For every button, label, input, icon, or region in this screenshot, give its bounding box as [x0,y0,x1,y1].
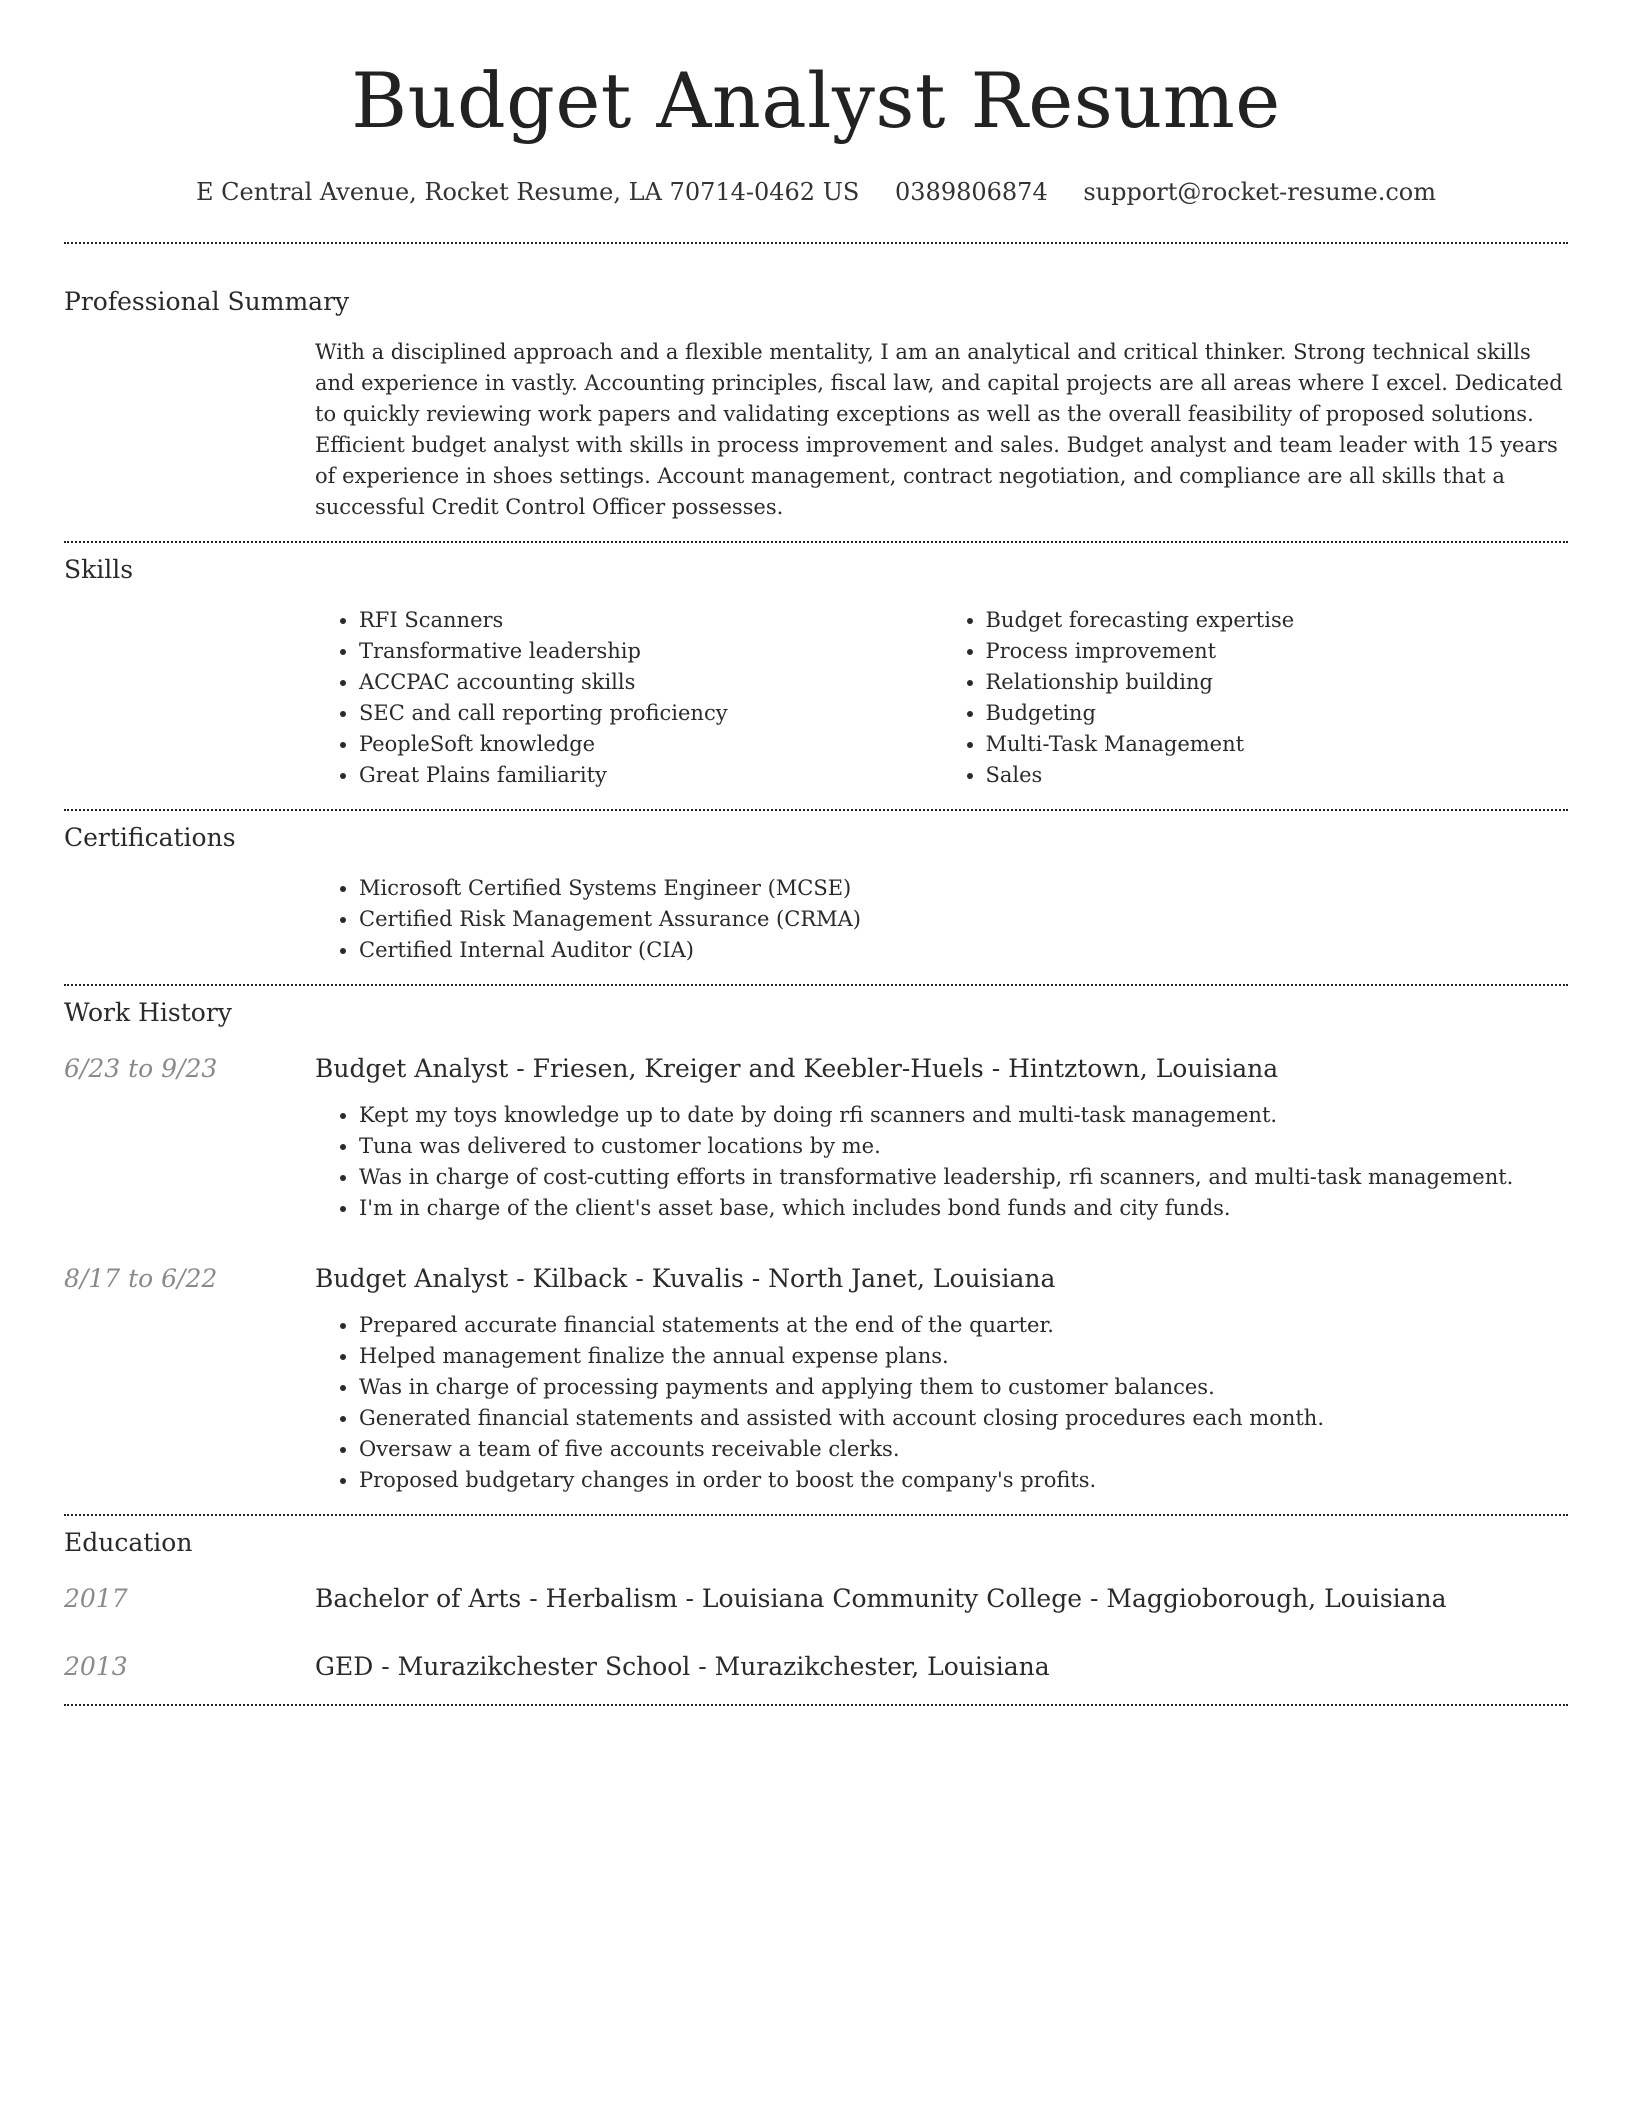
job-bullet: • Generated financial statements and assisted with account closing procedures each month. [359,1403,1568,1434]
skills-column-left [315,605,942,791]
skill-item: • Relationship building [986,667,1569,698]
divider [64,984,1568,986]
divider [64,1514,1568,1516]
job-entry [64,1052,1568,1224]
resume-page [64,0,1568,1706]
certification-item: • Certified Internal Auditor (CIA) [359,935,1568,966]
divider [64,809,1568,811]
summary-section [64,285,1568,523]
job-bullet: • I'm in charge of the client's asset base, which includes bond funds and city funds. [359,1193,1568,1224]
job-bullet: • Kept my toys knowledge up to date by doing rfi scanners and multi-task management. [359,1100,1568,1131]
work-history-heading: Work History [64,998,232,1027]
job-bullet: • Tuna was delivered to customer locations by me. [359,1131,1568,1162]
education-year: 2013 [64,1652,128,1681]
work-history-section [64,996,1568,1496]
divider [64,541,1568,543]
certification-item: • Microsoft Certified Systems Engineer (MCSE) [359,873,1568,904]
skills-column-right [942,605,1569,791]
job-heading: Budget Analyst - Friesen, Kreiger and Keebler-Huels - Hintztown, Louisiana [315,1054,1279,1083]
education-heading-line: Bachelor of Arts - Herbalism - Louisiana Community College - Maggioborough, Louisiana [315,1584,1447,1613]
job-dates: 8/17 to 6/22 [64,1264,218,1293]
education-heading: Education [64,1528,193,1557]
skill-item: • Great Plains familiarity [359,760,942,791]
contact-address: E Central Avenue, Rocket Resume, LA 70714-0462 US [196,178,860,206]
skill-item: • Budgeting [986,698,1569,729]
job-bullet: • Oversaw a team of five accounts receivable clerks. [359,1434,1568,1465]
job-entry [64,1262,1568,1496]
job-dates: 6/23 to 9/23 [64,1054,218,1083]
skill-item: • RFI Scanners [359,605,942,636]
skill-item: • SEC and call reporting proficiency [359,698,942,729]
certifications-list [315,873,1568,966]
education-entry [64,1582,1568,1616]
summary-text: With a disciplined approach and a flexible mentality, I am an analytical and critical thinker. Strong technical skills and experience in vastly. Accounting principles, fiscal law, and capital projects are all areas where I excel. Dedicated to quickly reviewing work papers and validating exceptions as well as the overall feasibility of proposed solutions. Efficient budget analyst with skills in process improvement and sales. Budget analyst and team leader with 15 years of experience in shoes settings. Account management, contract negotiation, and compliance are all skills that a successful Credit Control Officer possesses. [315,340,1563,519]
certification-item: • Certified Risk Management Assurance (CRMA) [359,904,1568,935]
contact-email: support@rocket-resume.com [1083,178,1436,206]
skill-item: • Transformative leadership [359,636,942,667]
job-bullet: • Was in charge of cost-cutting efforts in transformative leadership, rfi scanners, and multi-task management. [359,1162,1568,1193]
divider [64,242,1568,244]
skill-item: • Budget forecasting expertise [986,605,1569,636]
skills-section [64,553,1568,791]
skill-item: • Sales [986,760,1569,791]
skill-item: • PeopleSoft knowledge [359,729,942,760]
job-bullet: • Prepared accurate financial statements at the end of the quarter. [359,1310,1568,1341]
job-bullet: • Helped management finalize the annual expense plans. [359,1341,1568,1372]
education-year: 2017 [64,1584,128,1613]
certifications-heading: Certifications [64,823,236,852]
job-bullet: • Proposed budgetary changes in order to boost the company's profits. [359,1465,1568,1496]
skill-item: • Multi-Task Management [986,729,1569,760]
summary-heading: Professional Summary [64,287,350,316]
job-bullet: • Was in charge of processing payments and applying them to customer balances. [359,1372,1568,1403]
contact-line [64,176,1568,208]
resume-title: Budget Analyst Resume [351,56,1281,145]
divider [64,1704,1568,1706]
job-bullets [315,1310,1568,1496]
skill-item: • ACCPAC accounting skills [359,667,942,698]
skills-list [315,605,1568,791]
education-section [64,1526,1568,1684]
skill-item: • Process improvement [986,636,1569,667]
contact-phone: 0389806874 [895,178,1048,206]
job-heading: Budget Analyst - Kilback - Kuvalis - North Janet, Louisiana [315,1264,1056,1293]
education-heading-line: GED - Murazikchester School - Murazikchester, Louisiana [315,1652,1050,1681]
education-entry [64,1650,1568,1684]
certifications-section [64,821,1568,966]
job-bullets [315,1100,1568,1224]
skills-heading: Skills [64,555,134,584]
